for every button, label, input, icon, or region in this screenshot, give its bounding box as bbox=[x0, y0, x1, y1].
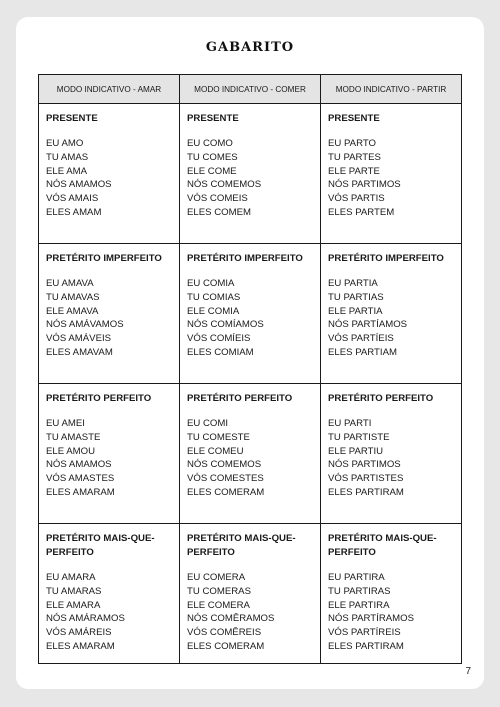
verb-form: ELE COMERA bbox=[187, 599, 250, 611]
conjugation-table bbox=[38, 74, 462, 664]
verb-form: VÓS COMÊREIS bbox=[187, 627, 262, 639]
verb-form: VÓS AMAIS bbox=[46, 193, 99, 205]
tense-row bbox=[39, 244, 462, 384]
verb-form: ELES COMEM bbox=[187, 206, 251, 218]
verb-form: NÓS PARTÍAMOS bbox=[328, 319, 408, 331]
page-number: 7 bbox=[465, 666, 471, 677]
verb-form: ELES PARTIRAM bbox=[328, 640, 404, 652]
conjugation-cell-amar bbox=[39, 104, 180, 244]
verb-form: EU AMAVA bbox=[46, 278, 94, 289]
verb-form: VÓS AMASTES bbox=[46, 473, 115, 485]
verb-form: ELES PARTIRAM bbox=[328, 486, 404, 498]
verb-form: NÓS PARTIMOS bbox=[328, 459, 401, 471]
verb-form: NÓS AMÁRAMOS bbox=[46, 613, 125, 625]
verb-form: EU AMO bbox=[46, 138, 84, 149]
verb-form: EU COMO bbox=[187, 138, 233, 149]
verb-form: TU PARTIRAS bbox=[328, 585, 391, 597]
verb-form: VÓS COMÍEIS bbox=[187, 333, 251, 345]
verb-form: TU PARTES bbox=[328, 151, 381, 163]
verb-form: ELE AMARA bbox=[46, 599, 101, 611]
verb-form: NÓS PARTÍRAMOS bbox=[328, 613, 415, 625]
tense-row bbox=[39, 384, 462, 524]
column-header-amar: MODO INDICATIVO - AMAR bbox=[39, 75, 180, 104]
conjugation-cell-comer bbox=[180, 104, 321, 244]
table-body bbox=[39, 104, 462, 664]
verb-form: VÓS COMESTES bbox=[187, 473, 264, 485]
verb-form: NÓS COMEMOS bbox=[187, 179, 262, 191]
verb-form: ELE PARTIU bbox=[328, 445, 384, 457]
verb-form: NÓS PARTIMOS bbox=[328, 179, 401, 191]
verb-form: TU AMASTE bbox=[46, 431, 101, 443]
verb-form: EU COMI bbox=[187, 418, 229, 429]
verb-form: ELE COMIA bbox=[187, 305, 240, 317]
verb-form: ELES AMAM bbox=[46, 206, 102, 218]
tense-label: PRETÉRITO PERFEITO bbox=[46, 393, 152, 404]
verb-form: ELE PARTIRA bbox=[328, 599, 390, 611]
tense-label: PRETÉRITO PERFEITO bbox=[187, 393, 293, 404]
conjugation-cell-partir bbox=[321, 524, 462, 664]
verb-form: VÓS AMÁREIS bbox=[46, 627, 112, 639]
verb-form: TU COMESTE bbox=[187, 431, 250, 443]
verb-form: EU AMARA bbox=[46, 572, 96, 583]
tense-label: PRETÉRITO IMPERFEITO bbox=[328, 253, 444, 264]
verb-form: EU AMEI bbox=[46, 418, 85, 429]
verb-form: VÓS PARTISTES bbox=[328, 473, 404, 485]
verb-form: TU PARTIAS bbox=[328, 291, 384, 303]
verb-form: VÓS AMÁVEIS bbox=[46, 333, 112, 345]
verb-form: EU PARTO bbox=[328, 138, 376, 149]
conjugation-cell-amar bbox=[39, 524, 180, 664]
verb-form: NÓS AMAMOS bbox=[46, 179, 112, 191]
tense-label: PRETÉRITO MAIS-QUE-PERFEITO bbox=[328, 533, 437, 558]
verb-form: TU AMAVAS bbox=[46, 291, 100, 303]
conjugation-cell-partir bbox=[321, 104, 462, 244]
verb-form: EU PARTIA bbox=[328, 278, 378, 289]
tense-label: PRESENTE bbox=[328, 113, 380, 124]
verb-form: NÓS AMÁVAMOS bbox=[46, 319, 124, 331]
verb-form: ELE AMA bbox=[46, 165, 88, 177]
verb-form: ELE PARTIA bbox=[328, 305, 383, 317]
verb-form: TU AMARAS bbox=[46, 585, 102, 597]
verb-form: TU COMIAS bbox=[187, 291, 241, 303]
verb-form: NÓS COMEMOS bbox=[187, 459, 262, 471]
column-header-partir: MODO INDICATIVO - PARTIR bbox=[321, 75, 462, 104]
verb-form: VÓS PARTIS bbox=[328, 193, 385, 205]
page-title: GABARITO bbox=[205, 40, 295, 55]
verb-form: TU PARTISTE bbox=[328, 431, 390, 443]
tense-label: PRESENTE bbox=[46, 113, 98, 124]
verb-form: ELE COME bbox=[187, 165, 237, 177]
verb-form: NÓS COMÍAMOS bbox=[187, 319, 264, 331]
verb-form: ELE AMOU bbox=[46, 445, 96, 457]
header-row bbox=[39, 75, 462, 104]
verb-form: ELE COMEU bbox=[187, 445, 244, 457]
verb-form: ELES AMARAM bbox=[46, 486, 115, 498]
conjugation-cell-amar bbox=[39, 244, 180, 384]
verb-form: NÓS AMAMOS bbox=[46, 459, 112, 471]
verb-form: ELES COMERAM bbox=[187, 640, 265, 652]
tense-label: PRETÉRITO MAIS-QUE-PERFEITO bbox=[187, 533, 296, 558]
verb-form: EU COMERA bbox=[187, 572, 246, 583]
verb-form: TU AMAS bbox=[46, 151, 89, 163]
conjugation-cell-partir bbox=[321, 244, 462, 384]
verb-form: VÓS PARTÍEIS bbox=[328, 333, 394, 345]
verb-form: TU COMERAS bbox=[187, 585, 251, 597]
column-header-comer: MODO INDICATIVO - COMER bbox=[180, 75, 321, 104]
verb-form: ELES COMIAM bbox=[187, 346, 254, 358]
verb-form: ELES PARTIAM bbox=[328, 346, 397, 358]
verb-form: ELES COMERAM bbox=[187, 486, 265, 498]
tense-label: PRETÉRITO MAIS-QUE-PERFEITO bbox=[46, 533, 155, 558]
verb-form: ELES AMARAM bbox=[46, 640, 115, 652]
verb-form: ELES PARTEM bbox=[328, 206, 395, 218]
verb-form: EU PARTI bbox=[328, 418, 372, 429]
tense-row bbox=[39, 524, 462, 664]
verb-form: ELE AMAVA bbox=[46, 305, 99, 317]
tense-label: PRETÉRITO IMPERFEITO bbox=[46, 253, 162, 264]
tense-label: PRETÉRITO PERFEITO bbox=[328, 393, 434, 404]
conjugation-cell-amar bbox=[39, 384, 180, 524]
tense-row bbox=[39, 104, 462, 244]
conjugation-cell-partir bbox=[321, 384, 462, 524]
conjugation-cell-comer bbox=[180, 384, 321, 524]
tense-label: PRETÉRITO IMPERFEITO bbox=[187, 253, 303, 264]
verb-form: VÓS PARTÍREIS bbox=[328, 627, 401, 639]
verb-form: NÓS COMÊRAMOS bbox=[187, 613, 275, 625]
conjugation-cell-comer bbox=[180, 244, 321, 384]
verb-form: ELE PARTE bbox=[328, 165, 380, 177]
verb-form: EU COMIA bbox=[187, 278, 235, 289]
worksheet-page bbox=[16, 17, 484, 689]
verb-form: VÓS COMEIS bbox=[187, 193, 248, 205]
verb-form: ELES AMAVAM bbox=[46, 346, 113, 358]
verb-form: TU COMES bbox=[187, 151, 238, 163]
tense-label: PRESENTE bbox=[187, 113, 239, 124]
conjugation-cell-comer bbox=[180, 524, 321, 664]
verb-form: EU PARTIRA bbox=[328, 572, 385, 583]
